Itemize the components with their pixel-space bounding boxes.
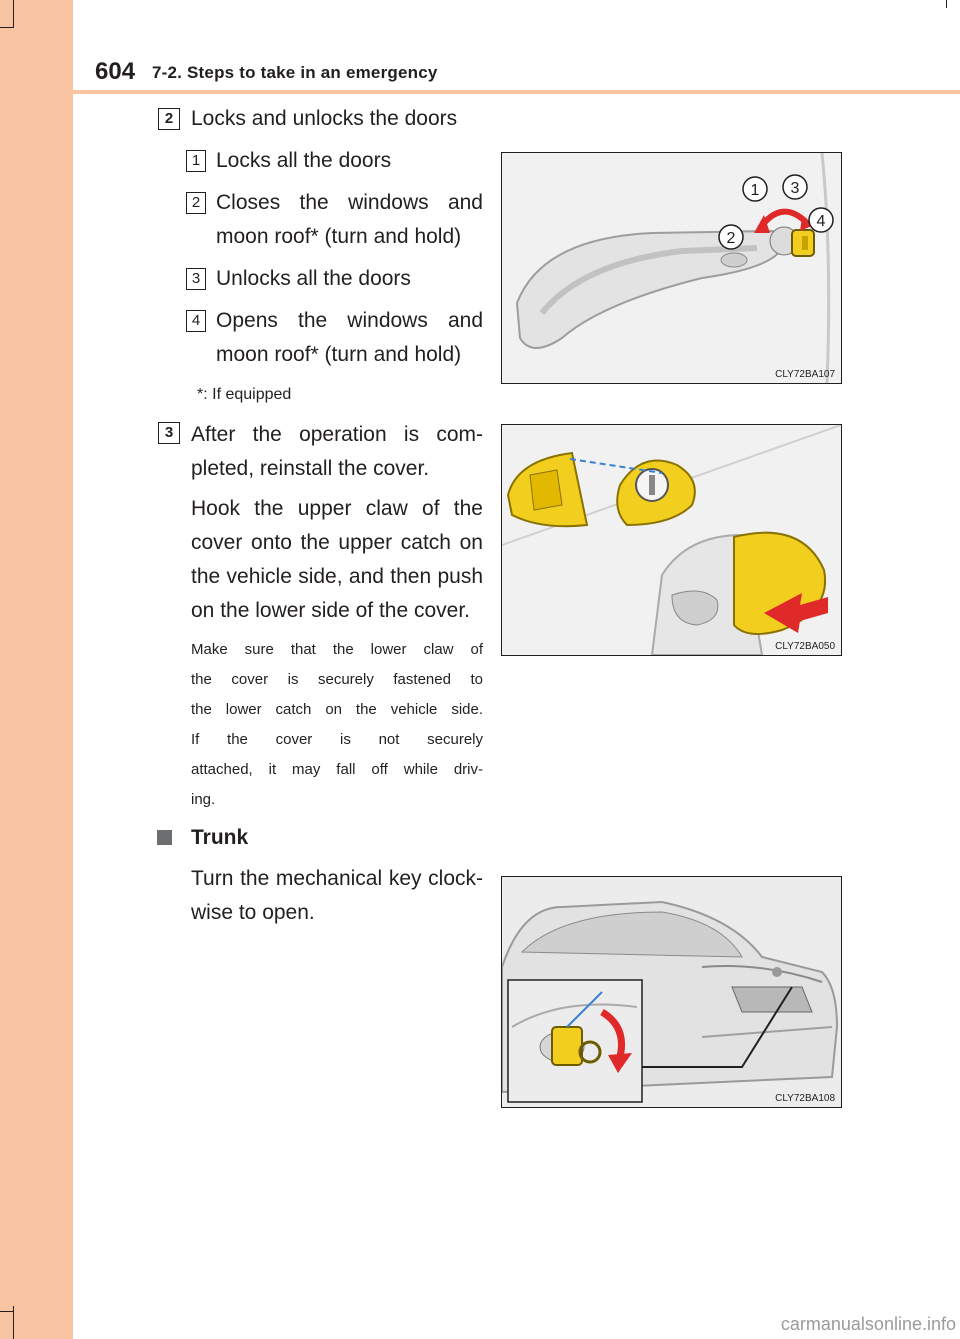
section-title: 7-2. Steps to take in an emergency xyxy=(152,63,438,82)
footnote: *: If equipped xyxy=(197,386,292,403)
step3-line-1: After the operation is com- xyxy=(191,423,483,446)
item-2-text: Closes the windows and xyxy=(216,191,483,214)
callout-1: 1 xyxy=(750,182,760,199)
step3-line-2: pleted, reinstall the cover. xyxy=(191,457,430,480)
page-number: 604 xyxy=(95,58,136,85)
note-line-5: attached, it may fall off while driv- xyxy=(191,761,483,778)
cover-reinstall-figure xyxy=(501,424,842,656)
callout-3: 3 xyxy=(790,180,800,197)
step3-detail-4: on the lower side of the cover. xyxy=(191,599,470,622)
step-badge-3: 3 xyxy=(158,422,180,444)
note-line-4: If the cover is not securely xyxy=(191,731,483,748)
callout-2: 2 xyxy=(726,230,736,247)
note-line-1: Make sure that the lower claw of xyxy=(191,641,483,658)
item-4-text-cont: moon roof* (turn and hold) xyxy=(216,343,462,366)
item-3-text: Unlocks all the doors xyxy=(216,267,411,290)
cover-reinstall-illustration xyxy=(502,425,841,655)
heading-bullet xyxy=(157,830,172,845)
note-line-6: ing. xyxy=(191,791,216,808)
note-line-2: the cover is securely fastened to xyxy=(191,671,483,688)
trunk-line-2: wise to open. xyxy=(191,901,315,924)
step3-detail-3: the vehicle side, and then push xyxy=(191,565,483,588)
figure-code: CLY72BA108 xyxy=(775,1093,835,1104)
trunk-heading: Trunk xyxy=(191,826,249,849)
crop-mark xyxy=(946,0,947,8)
item-number-3: 3 xyxy=(186,268,206,290)
step3-detail-2: cover onto the upper catch on xyxy=(191,531,483,554)
item-number-1: 1 xyxy=(186,150,206,172)
crop-mark xyxy=(0,1311,14,1312)
step2-title: Locks and unlocks the doors xyxy=(191,107,458,130)
figure-code: CLY72BA107 xyxy=(775,369,835,380)
item-2-text-cont: moon roof* (turn and hold) xyxy=(216,225,462,248)
step3-detail-1: Hook the upper claw of the xyxy=(191,497,483,520)
note-line-3: the lower catch on the vehicle side. xyxy=(191,701,483,718)
trunk-illustration xyxy=(502,877,841,1107)
item-4-text: Opens the windows and xyxy=(216,309,483,332)
door-handle-illustration xyxy=(502,153,841,383)
step-badge-2: 2 xyxy=(158,108,180,130)
item-number-2: 2 xyxy=(186,192,206,214)
watermark: carmanualsonline.info xyxy=(780,1314,956,1334)
trunk-line-1: Turn the mechanical key clock- xyxy=(191,867,483,890)
page-sidebar xyxy=(0,0,73,1339)
crop-mark xyxy=(13,0,14,28)
item-number-4: 4 xyxy=(186,310,206,332)
header-rule xyxy=(73,90,960,94)
door-handle-figure xyxy=(501,152,842,384)
crop-mark xyxy=(0,27,14,28)
trunk-figure xyxy=(501,876,842,1108)
callout-4: 4 xyxy=(816,213,826,230)
figure-code: CLY72BA050 xyxy=(775,641,835,652)
item-1-text: Locks all the doors xyxy=(216,149,392,172)
